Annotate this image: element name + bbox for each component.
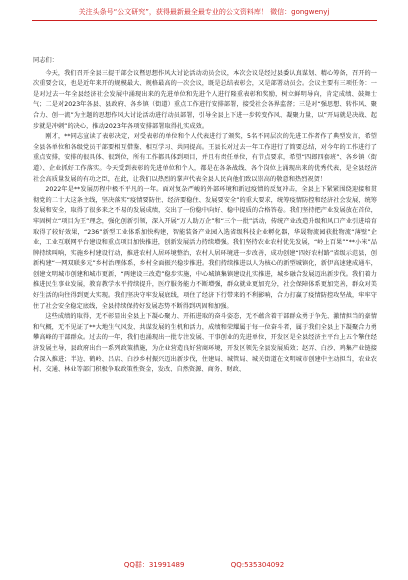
paragraph: 刚才，**同志宣读了表彰决定，对受表彰的单位和个人代表进行了颁奖，5名不同层次的先进工作者作了典型发言，希望全县各单位和各级党员干部要相互借鉴、相互学习、共同提高。王县长对过去一年工作进行了简要总结，对今年的工作进行了重点安排，安排的很具体、很到位，所有工作都具体到项目，并且有责任单位，有节点要求，希望“四郎四套班”、各乡镇（街道）、企业抓好工作落实。今天受到表彰的先进单位和个人，都是在各条战线、各个岗位上涌现出来的优秀代表，是全县经济社会高质量发展的有功之臣，在此，让我们以热烈的掌声代表全县人民向他们致以崇高的敬意和热烈祝贺！ bbox=[33, 133, 377, 183]
document-body bbox=[33, 56, 377, 376]
header-divider bbox=[32, 20, 377, 21]
paragraph: 这些成绩的取得，无不彰显出全县上下凝心聚力、开拓进取的奋斗姿态，无不蕴含着干部群众勇于争先、激情担当的豪情和气概，无不见证了**大地生气风发、共谋发展的生机和活力，成绩和荣耀属于每一位奋斗者，属于我们全县上下凝聚合力勇攀高峰的干部群众。过去的一年，我们也涌现出一批专注发展、干事创业的先进单位，开发区是全县经济主平台上五个擎住经济发展主导，县政府出台一系列政策措施，为企业营造良好营商环境，开发区领先全县发展质效；赵弄、白沙、鸡集产业链接合深入推进；半边、鹤岭、吕店、白沙乡村振兴迈出新步伐，住建局、城管局、城关街道在文明城市创建中主动担当，农业农村、交通、林业等部门积极争取政策性资金，发改、自然资源、商务、财政、 bbox=[33, 313, 377, 374]
paragraph: 2022年是**发展历程中极不平凡的一年。面对复杂严峻的外部环境和新冠疫情的反复冲击，全县上下紧紧围绕迎接和贯彻党的二十大这条主线，坚决落实“疫情要防住、经济要稳住、发展要安全”的重大要求，统筹疫情防控和经济社会发展，统筹发展和安全，取得了很多来之不易的发展成绩，交出了一份稳中向好、稳中提质的合格答卷。我们坚持把产业发展放在首位，牢固树立“项目为王”理念，强化创新引领，深入开展“万人助万企”和“三个一批”活动，传统产业改造升级和风口产业引进培育取得了较好效果，“236”新型工业体系加快构建，智能装备产业园入选省级科技企业孵化器，华晟物流园获批物流“薄壁”企业，工业互联网平台建设和重点项目加快推进，创新发展活力持续增强。我们坚持农业农村优先发展，“岭上百果”“**小米”品牌持续叫响，实施乡村建设行动，推进农村人居环境整治，农村人居环境进一步改善，成功创建“四好农村路”省级示范县，创新构建“一网双联多元”乡村治理体系，乡村全面振兴稳步推进。我们持续推进以人为核心的新型城镇化，新伊高速建成通车，创建文明城市创建和城市更新，“两建设三改造”稳步实施，中心城镇集镇建设扎实推进，城乡融合发展迈出新步伐。我们着力推进民生事业发展，教育教学水平持续提升，医疗服务能力不断增强，群众就业更加充分，社会保障体系更加完善，群众对美好生活的向往得到更大实现。我们坚决守牢发展底线，项住了经济下行带来的不利影响，合力打赢了疫情防控攻坚战，牢牢守住了社会安全稳定底线，全县持续保持好发展态势不断得到巩固和加强。 bbox=[33, 186, 377, 310]
footer-qq: QQ:535304092 bbox=[230, 561, 285, 569]
page-footer bbox=[0, 560, 408, 570]
header-banner-text: 关注头条号“公文研究”，获得最新最全最专业的公文资料库！ 微信：gongwenyj bbox=[78, 8, 330, 16]
header-banner bbox=[0, 8, 408, 17]
paragraph: 今天，我们召开全县三提干部会议暨思想作风大讨论活动动员会议，本次会议是经过县委认真谋划、精心筹备，召开的一次重要会议，也是近年来开的规模最大、规格最高的一次会议，既是总结表彰会，又是部署动员会。会议主要有三项任务：一是对过去一年全县经济社会发展中涌现出来的先进单位和先进个人进行隆重表彰和奖励，树立鲜明导向，肯定成绩、鼓舞士气；二是对2023年各县、县政府、各乡镇（街道）重点工作进行安排部署，接受社会各界监督；三是对“强思想、转作风、聚合力、创一流”为主题的思想作风大讨论活动进行动员部署，引导全县上下进一步转变作风、凝聚力量，以“开局就是决战、起步就是冲刺”的决心，推动2023年各项安排部署取得扎实成效。 bbox=[33, 69, 377, 130]
document-greeting: 同志们： bbox=[33, 57, 58, 64]
footer-qq-group: QQ群：31991489 bbox=[123, 561, 185, 569]
